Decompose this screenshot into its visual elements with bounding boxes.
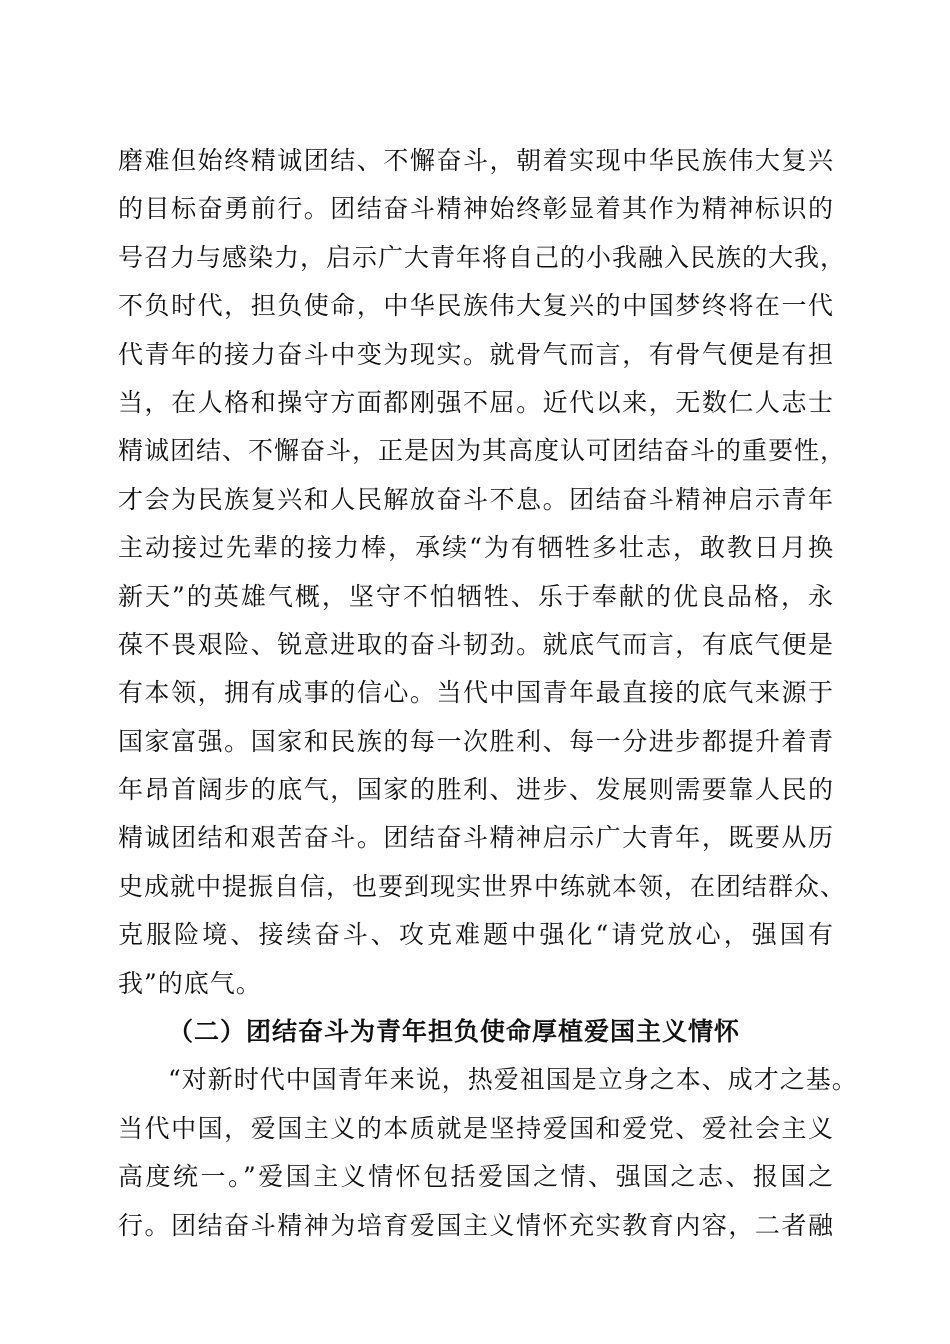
text-line: 高度统一。”爱国主义情怀包括爱国之情、强国之志、报国之 <box>118 1162 834 1192</box>
text-line: 国家富强。国家和民族的每一次胜利、每一分进步都提升着青 <box>118 726 834 756</box>
document-body <box>118 137 858 1250</box>
text-line: 精诚团结和艰苦奋斗。团结奋斗精神启示广大青年，既要从历 <box>118 823 834 853</box>
text-line: 我”的底气。 <box>118 968 262 998</box>
text-line: 代青年的接力奋斗中变为现实。就骨气而言，有骨气便是有担 <box>118 339 834 369</box>
text-line: 精诚团结、不懈奋斗，正是因为其高度认可团结奋斗的重要性， <box>118 436 847 466</box>
text-line: 史成就中提振自信，也要到现实世界中练就本领，在团结群众、 <box>118 871 847 901</box>
section-heading: （二）团结奋斗为青年担负使命厚植爱国主义情怀 <box>168 1017 741 1047</box>
text-line: “对新时代中国青年来说，热爱祖国是立身之本、成才之基。 <box>168 1065 858 1095</box>
text-line: 新天”的英雄气概，坚守不怕牺牲、乐于奉献的优良品格，永 <box>118 581 834 611</box>
text-line: 当代中国，爱国主义的本质就是坚持爱国和爱党、爱社会主义 <box>118 1113 834 1143</box>
text-line: 磨难但始终精诚团结、不懈奋斗，朝着实现中华民族伟大复兴 <box>118 146 834 175</box>
text-line: 才会为民族复兴和人民解放奋斗不息。团结奋斗精神启示青年 <box>118 484 834 514</box>
text-line: 的目标奋勇前行。团结奋斗精神始终彰显着其作为精神标识的 <box>118 194 834 224</box>
text-line: 不负时代，担负使命，中华民族伟大复兴的中国梦终将在一代 <box>118 291 834 321</box>
text-line: 有本领，拥有成事的信心。当代中国青年最直接的底气来源于 <box>118 678 834 708</box>
text-line: 年昂首阔步的底气，国家的胜利、进步、发展则需要靠人民的 <box>118 775 834 805</box>
text-line: 主动接过先辈的接力棒，承续“为有牺牲多壮志，敢教日月换 <box>118 533 834 563</box>
text-line: 葆不畏艰险、锐意进取的奋斗韧劲。就底气而言，有底气便是 <box>118 629 834 659</box>
text-line: 当，在人格和操守方面都刚强不屈。近代以来，无数仁人志士 <box>118 387 834 417</box>
text-line: 行。团结奋斗精神为培育爱国主义情怀充实教育内容，二者融 <box>118 1210 834 1240</box>
text-line: 号召力与感染力，启示广大青年将自己的小我融入民族的大我， <box>118 242 847 272</box>
text-line: 克服险境、接续奋斗、攻克难题中强化“请党放心，强国有 <box>118 920 834 950</box>
